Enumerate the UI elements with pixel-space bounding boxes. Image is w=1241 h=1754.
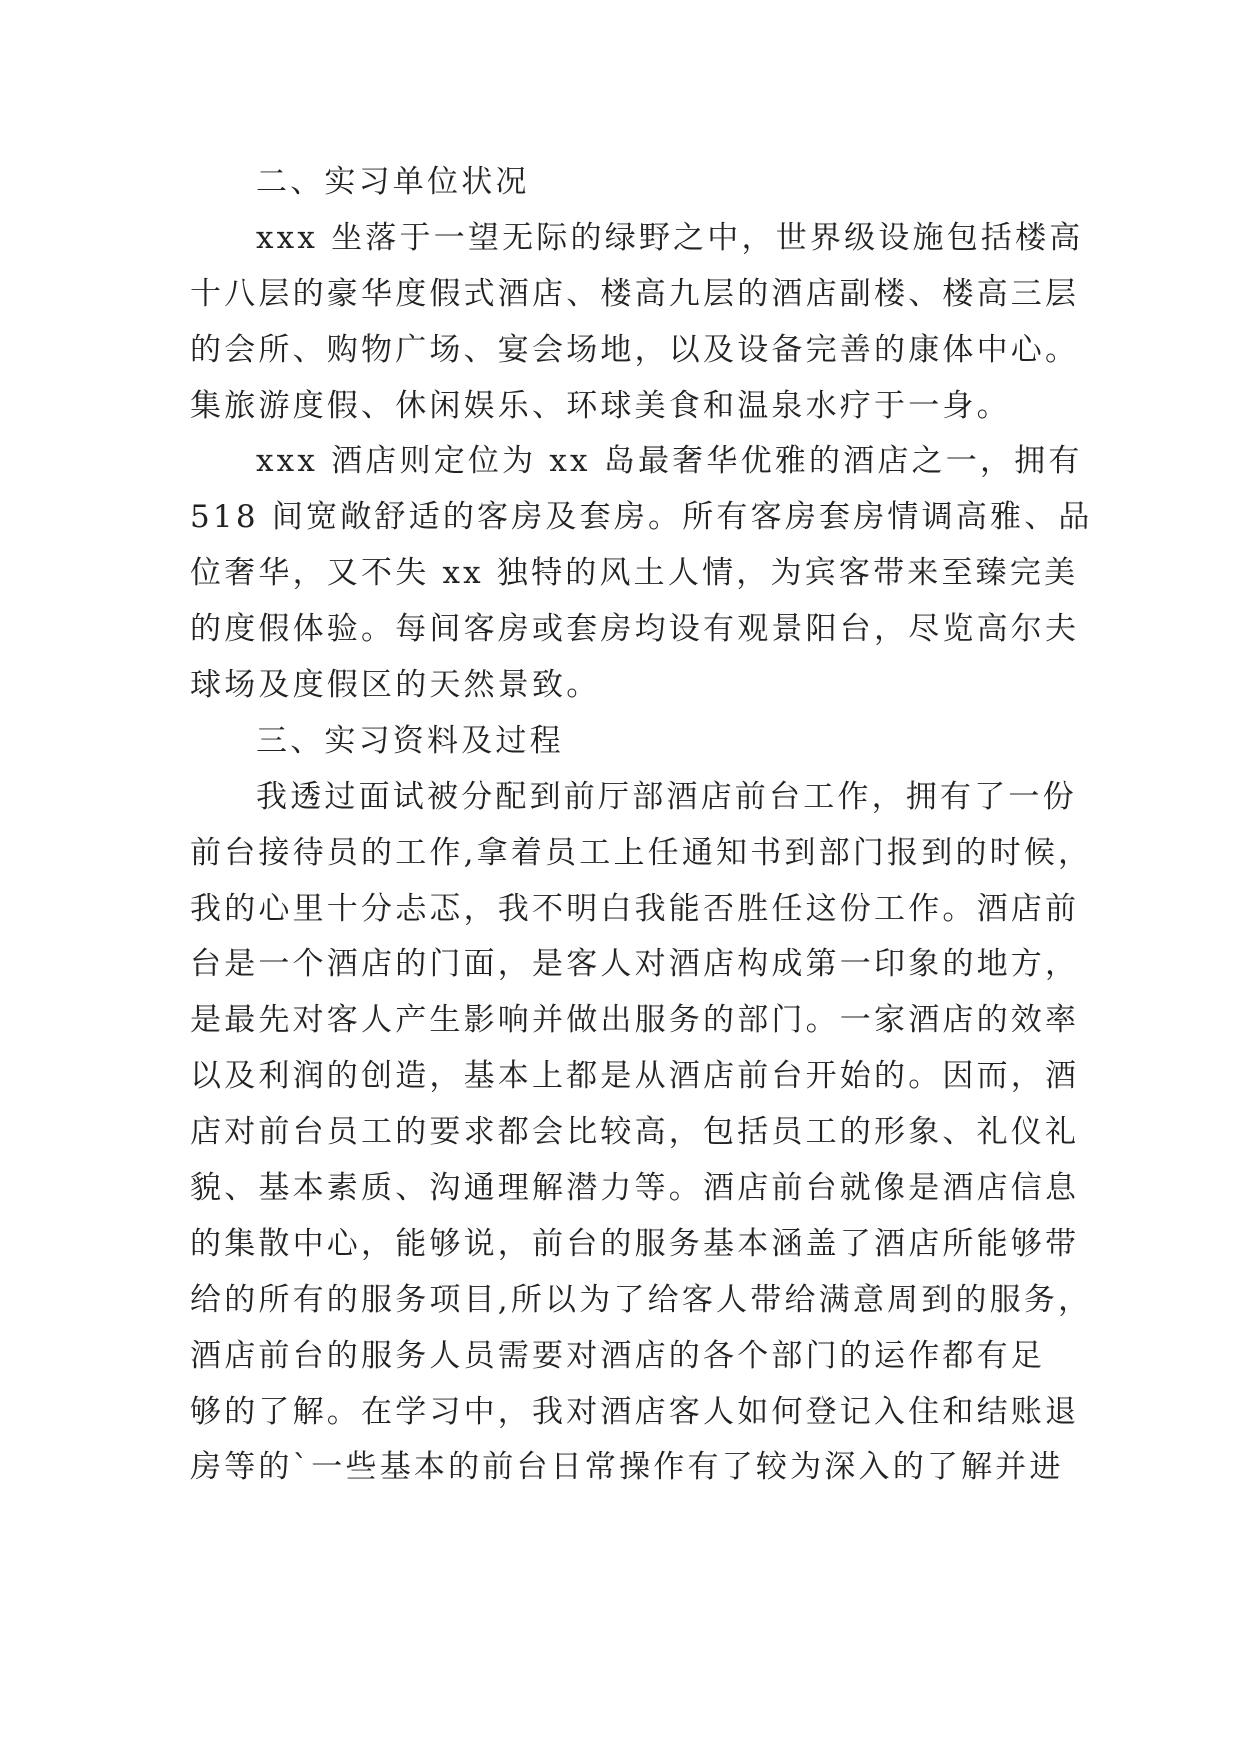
paragraph-line: 的集散中心，能够说，前台的服务基本涵盖了酒店所能够带 [190, 1225, 1080, 1262]
document-body [190, 155, 1093, 1496]
paragraph-line: 是最先对客人产生影响并做出服务的部门。一家酒店的效率 [190, 1002, 1080, 1039]
paragraph-line: 的会所、购物广场、宴会场地，以及设备完善的康体中心。 [190, 331, 1080, 368]
paragraph-line: 房等的`一些基本的前台日常操作有了较为深入的了解并进 [190, 1449, 1064, 1486]
paragraph-line: xxx 坐落于一望无际的绿野之中，世界级设施包括楼高 [256, 219, 1084, 256]
section-heading-2: 二、实习单位状况 [256, 164, 530, 200]
paragraph-line: 酒店前台的服务人员需要对酒店的各个部门的运作都有足 [190, 1337, 1045, 1374]
paragraph-line: 以及利润的创造，基本上都是从酒店前台开始的。因而，酒 [190, 1058, 1080, 1095]
paragraph-line: 位奢华，又不失 xx 独特的风土人情，为宾客带来至臻完美 [190, 555, 1079, 592]
paragraph-line: 给的所有的服务项目,所以为了给客人带给满意周到的服务， [190, 1281, 1093, 1318]
paragraph-line: 集旅游度假、休闲娱乐、环球美食和温泉水疗于一身。 [190, 387, 1011, 424]
paragraph-line: 前台接待员的工作,拿着员工上任通知书到部门报到的时候， [190, 834, 1093, 871]
section-heading-3: 三、实习资料及过程 [256, 722, 564, 759]
paragraph-line: 我透过面试被分配到前厅部酒店前台工作，拥有了一份 [256, 778, 1077, 815]
paragraph-line: 台是一个酒店的门面，是客人对酒店构成第一印象的地方， [190, 946, 1080, 983]
paragraph-line: 球场及度假区的天然景致。 [190, 667, 601, 704]
paragraph-line: 我的心里十分忐忑，我不明白我能否胜任这份工作。酒店前 [190, 890, 1080, 927]
paragraph-line: xxx 酒店则定位为 xx 岛最奢华优雅的酒店之一，拥有 [256, 443, 1083, 480]
paragraph-line: 店对前台员工的要求都会比较高，包括员工的形象、礼仪礼 [190, 1114, 1080, 1151]
paragraph-line: 够的了解。在学习中，我对酒店客人如何登记入住和结账退 [190, 1393, 1080, 1430]
paragraph-line: 的度假体验。每间客房或套房均设有观景阳台，尽览高尔夫 [190, 611, 1080, 648]
paragraph-line: 518 间宽敞舒适的客房及套房。所有客房套房情调高雅、品 [190, 499, 1093, 536]
paragraph-line: 貌、基本素质、沟通理解潜力等。酒店前台就像是酒店信息 [190, 1170, 1080, 1207]
paragraph-line: 十八层的豪华度假式酒店、楼高九层的酒店副楼、楼高三层 [190, 275, 1080, 312]
